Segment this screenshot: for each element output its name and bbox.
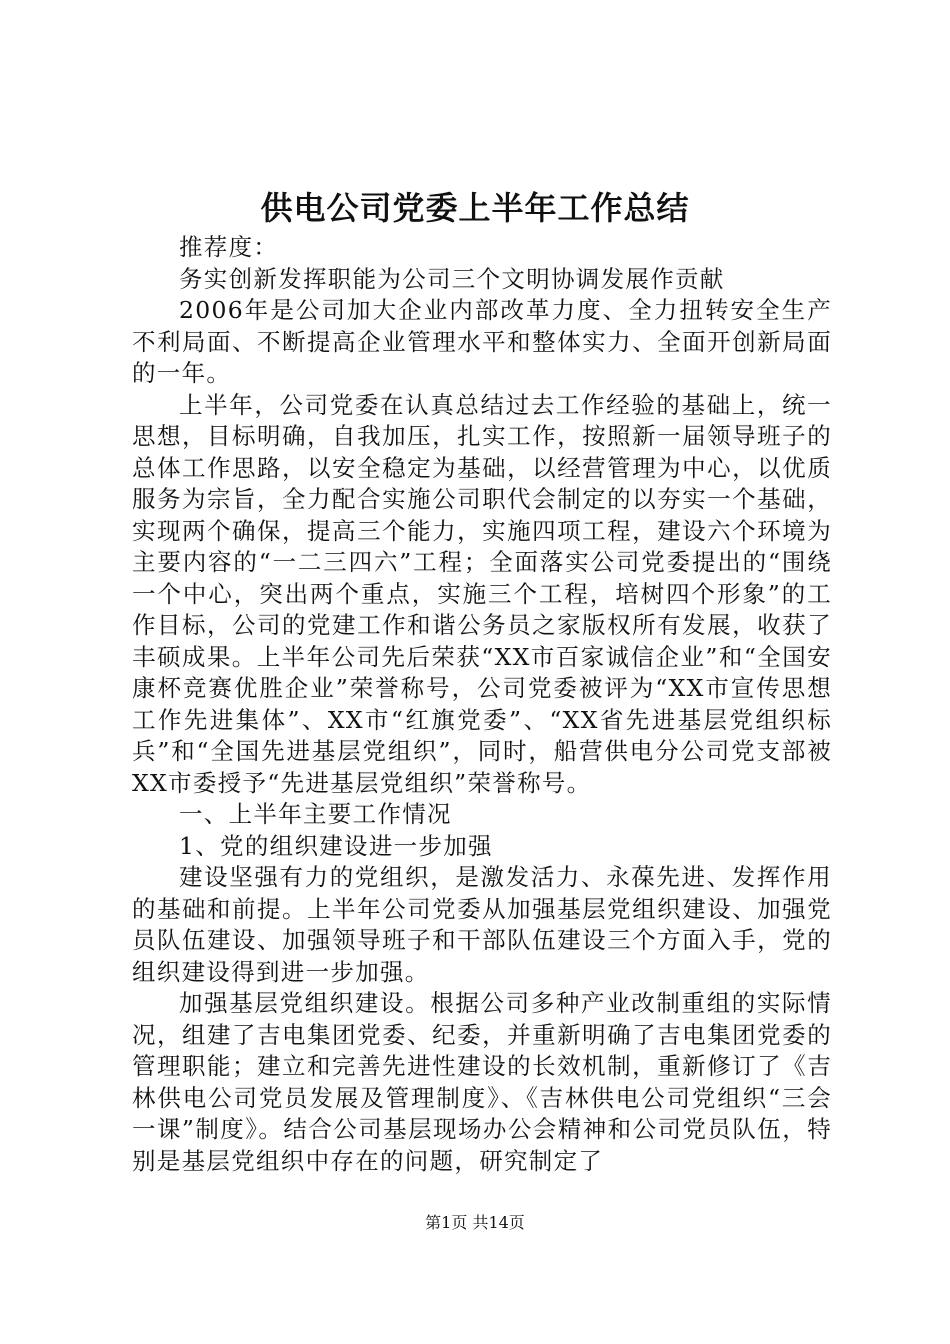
body-paragraph: 2006年是公司加大企业内部改革力度、全力扭转安全生产不利局面、不断提高企业管理水平和整体实力、全面开创新局面的一年。 [132, 296, 832, 387]
recommendation-label: 推荐度： [179, 233, 279, 261]
body-paragraph: 建设坚强有力的党组织，是激发活力、永葆先进、发挥作用的基础和前提。上半年公司党委从加强基层党组织建设、加强党员队伍建设、加强领导班子和干部队伍建设三个方面入手，党的组织建设得到进一步加强。 [132, 863, 832, 986]
body-paragraph: 上半年，公司党委在认真总结过去工作经验的基础上，统一思想，目标明确，自我加压，扎实工作，按照新一届领导班子的总体工作思路，以安全稳定为基础，以经营管理为中心，以优质服务为宗旨，全力配合实施公司职代会制定的以夯实一个基础，实现两个确保，提高三个能力，实施四项工程，建设六个环境为主要内容的“一二三四六”工程；全面落实公司党委提出的“围绕一个中心，突出两个重点，实施三个工程，培树四个形象”的工作目标，公司的党建工作和谐公务员之家版权所有发展，收获了丰硕成果。上半年公司先后荣获“XX市百家诚信企业”和“全国安康杯竞赛优胜企业”荣誉称号，公司党委被评为“XX市宣传思想工作先进集体”、XX市“红旗党委”、“XX省先进基层党组织标兵”和“全国先进基层党组织”，同时，船营供电分公司党支部被XX市委授予“先进基层党组织”荣誉称号。 [132, 390, 832, 797]
body-paragraph: 加强基层党组织建设。根据公司多种产业改制重组的实际情况，组建了吉电集团党委、纪委，并重新明确了吉电集团党委的管理职能；建立和完善先进性建设的长效机制，重新修订了《吉林供电公司党员发展及管理制度》、《吉林供电公司党组织“三会一课”制度》。结合公司基层现场办公会精神和公司党员队伍，特别是基层党组织中存在的问题，研究制定了 [132, 989, 832, 1175]
document-title: 供电公司党委上半年工作总结 [260, 189, 690, 227]
subsection-heading: 1、党的组织建设进一步加强 [179, 831, 493, 860]
section-heading: 一、上半年主要工作情况 [179, 800, 452, 828]
document-body [132, 232, 832, 1177]
page-footer: 第1页 共14页 [425, 1213, 525, 1232]
subtitle-paragraph: 务实创新发挥职能为公司三个文明协调发展作贡献 [179, 264, 725, 293]
